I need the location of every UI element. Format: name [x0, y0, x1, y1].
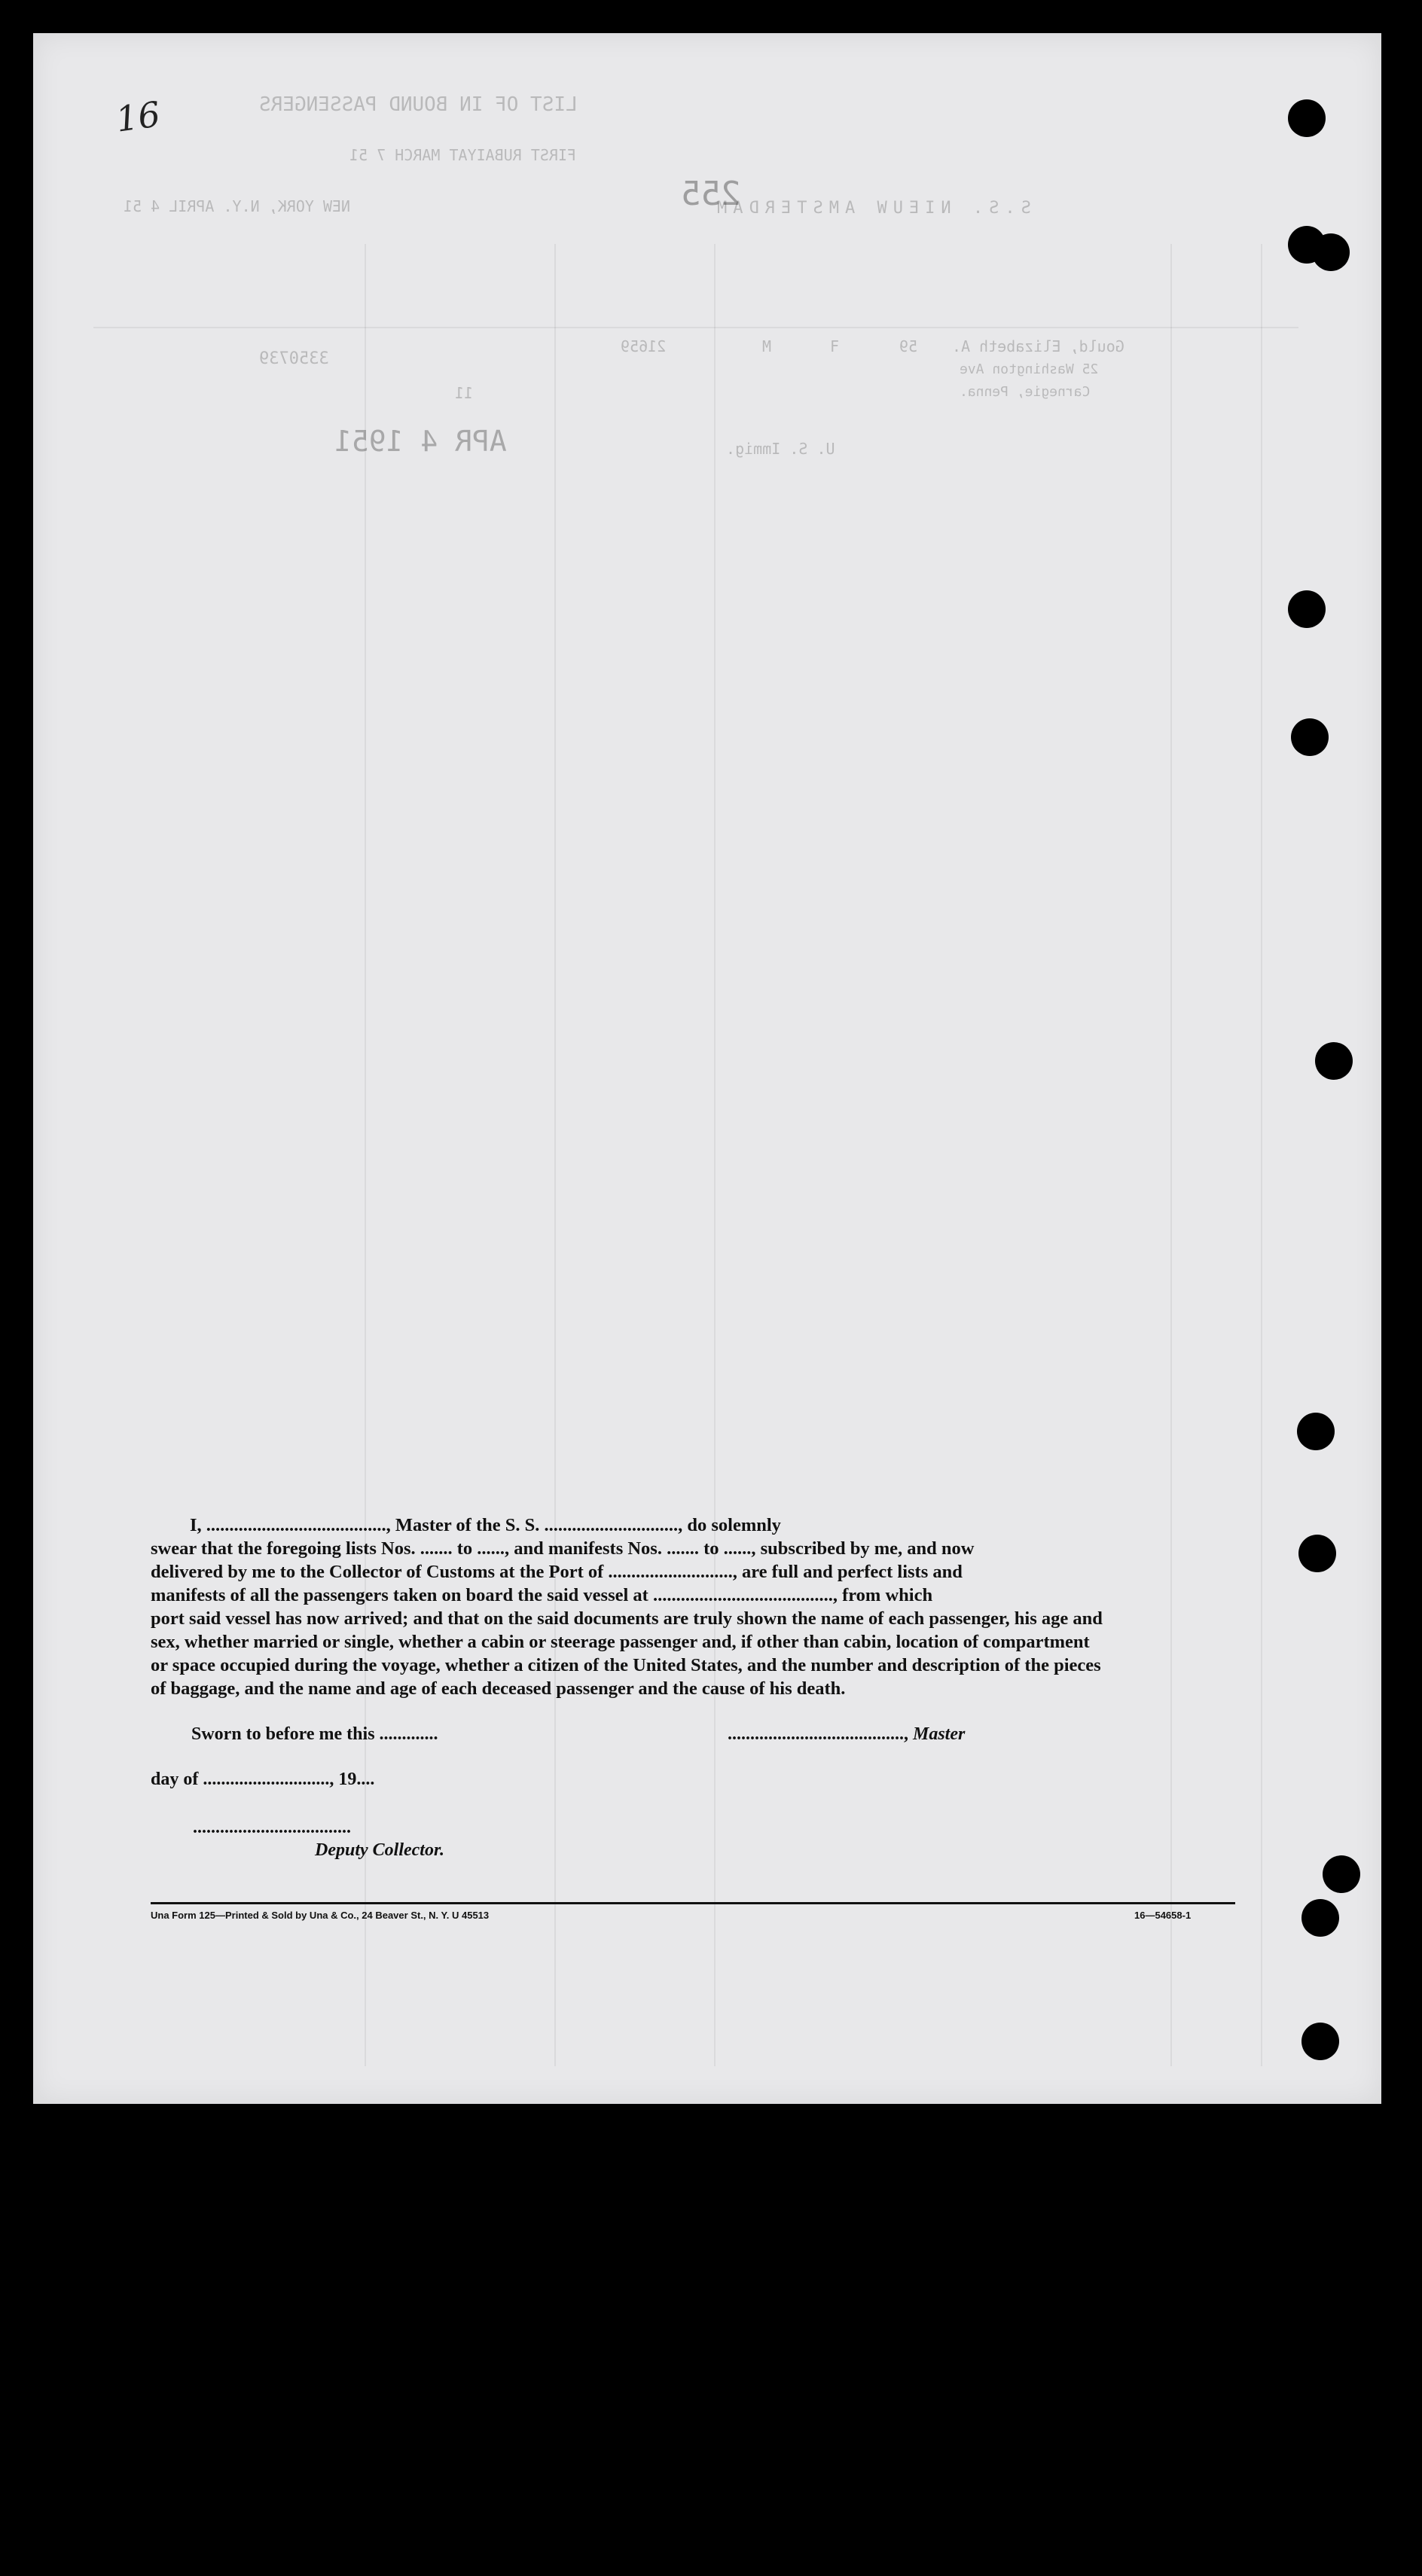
- header-rule: [93, 327, 1298, 328]
- ghost-line1: FIRST RUBAIYAT MARCH 7 51: [349, 146, 577, 164]
- oath-line: port said vessel has now arrived; and that on the said documents are truly shown the name of each passenger, his age and: [151, 1608, 1103, 1629]
- oath-line: swear that the foregoing lists Nos. ....... to ......, and manifests Nos. ....... to ......, subscribed by me, and now: [151, 1538, 975, 1559]
- master-label: Master: [913, 1724, 966, 1744]
- deputy-dots: ...................................: [193, 1818, 351, 1837]
- ghost-entry-addr2: Carnegie, Penna.: [960, 384, 1091, 400]
- ghost-line2: S.S. NIEUW AMSTERDAM: [711, 199, 1031, 218]
- ghost-page-no: 255: [681, 175, 741, 213]
- ghost-entry-note: U. S. Immig.: [726, 440, 835, 458]
- column-rule: [1261, 244, 1262, 2066]
- handwritten-mark: 16: [113, 93, 163, 140]
- punch-hole: [1301, 2023, 1339, 2060]
- ghost-entry-age: 59: [899, 337, 918, 355]
- column-rule: [1170, 244, 1172, 2066]
- punch-hole: [1315, 1042, 1353, 1080]
- column-rule: [365, 244, 366, 2066]
- punch-hole: [1312, 233, 1350, 271]
- ghost-entry-ref: 3350739: [259, 349, 329, 368]
- footer-form-number: 16—54658-1: [1134, 1910, 1192, 1921]
- oath-line: manifests of all the passengers taken on board the said vessel at ......................................., from which: [151, 1585, 933, 1605]
- ghost-line3: NEW YORK, N.Y. APRIL 4 51: [124, 197, 351, 215]
- oath-line: delivered by me to the Collector of Customs at the Port of ..........................., are full and perfect lists and: [151, 1562, 963, 1582]
- oath-paragraph: [151, 1514, 1232, 1700]
- ghost-entry-sex: F: [830, 337, 840, 355]
- punch-hole: [1297, 1413, 1335, 1450]
- punch-hole: [1301, 1899, 1339, 1937]
- oath-line: of baggage, and the name and age of each deceased passenger and the cause of his death.: [151, 1678, 846, 1699]
- ghost-entry-m: M: [762, 337, 772, 355]
- punch-hole: [1288, 590, 1326, 628]
- ghost-entry-addr1: 25 Washington Ave: [960, 361, 1099, 377]
- ghost-title: LIST OF IN BOUND PASSENGERS: [259, 93, 578, 116]
- ghost-entry-name: Gould, Elizabeth A.: [952, 337, 1124, 355]
- oath-line: or space occupied during the voyage, whether a citizen of the United States, and the number and description of the pieces: [151, 1655, 1101, 1675]
- sworn-line: Sworn to before me this .............: [191, 1724, 438, 1744]
- deputy-collector-label: Deputy Collector.: [315, 1840, 444, 1860]
- column-rule: [714, 244, 716, 2066]
- master-dots: .......................................: [728, 1724, 904, 1744]
- ghost-entry-num: 21659: [621, 337, 667, 355]
- oath-line: I, ......................................., Master of the S. S. ............................., do solemnly: [190, 1515, 781, 1535]
- punch-hole: [1291, 718, 1329, 756]
- master-signature-line: ......................................., Master: [728, 1724, 966, 1744]
- punch-hole: [1298, 1535, 1336, 1572]
- oath-line: sex, whether married or single, whether a cabin or steerage passenger and, if other than cabin, location of compartment: [151, 1632, 1090, 1652]
- ghost-entry-col: 11: [455, 384, 474, 402]
- ghost-stamp-date: APR 4 1951: [334, 425, 507, 458]
- footer-printer: Una Form 125—Printed & Sold by Una & Co., 24 Beaver St., N. Y. U 45513: [151, 1910, 490, 1921]
- footer-rule: [151, 1902, 1235, 1904]
- day-of-line: day of ............................, 19....: [151, 1770, 375, 1789]
- punch-hole: [1323, 1855, 1360, 1893]
- column-rule: [554, 244, 556, 2066]
- punch-hole: [1288, 99, 1326, 137]
- manifest-page: [33, 33, 1381, 2104]
